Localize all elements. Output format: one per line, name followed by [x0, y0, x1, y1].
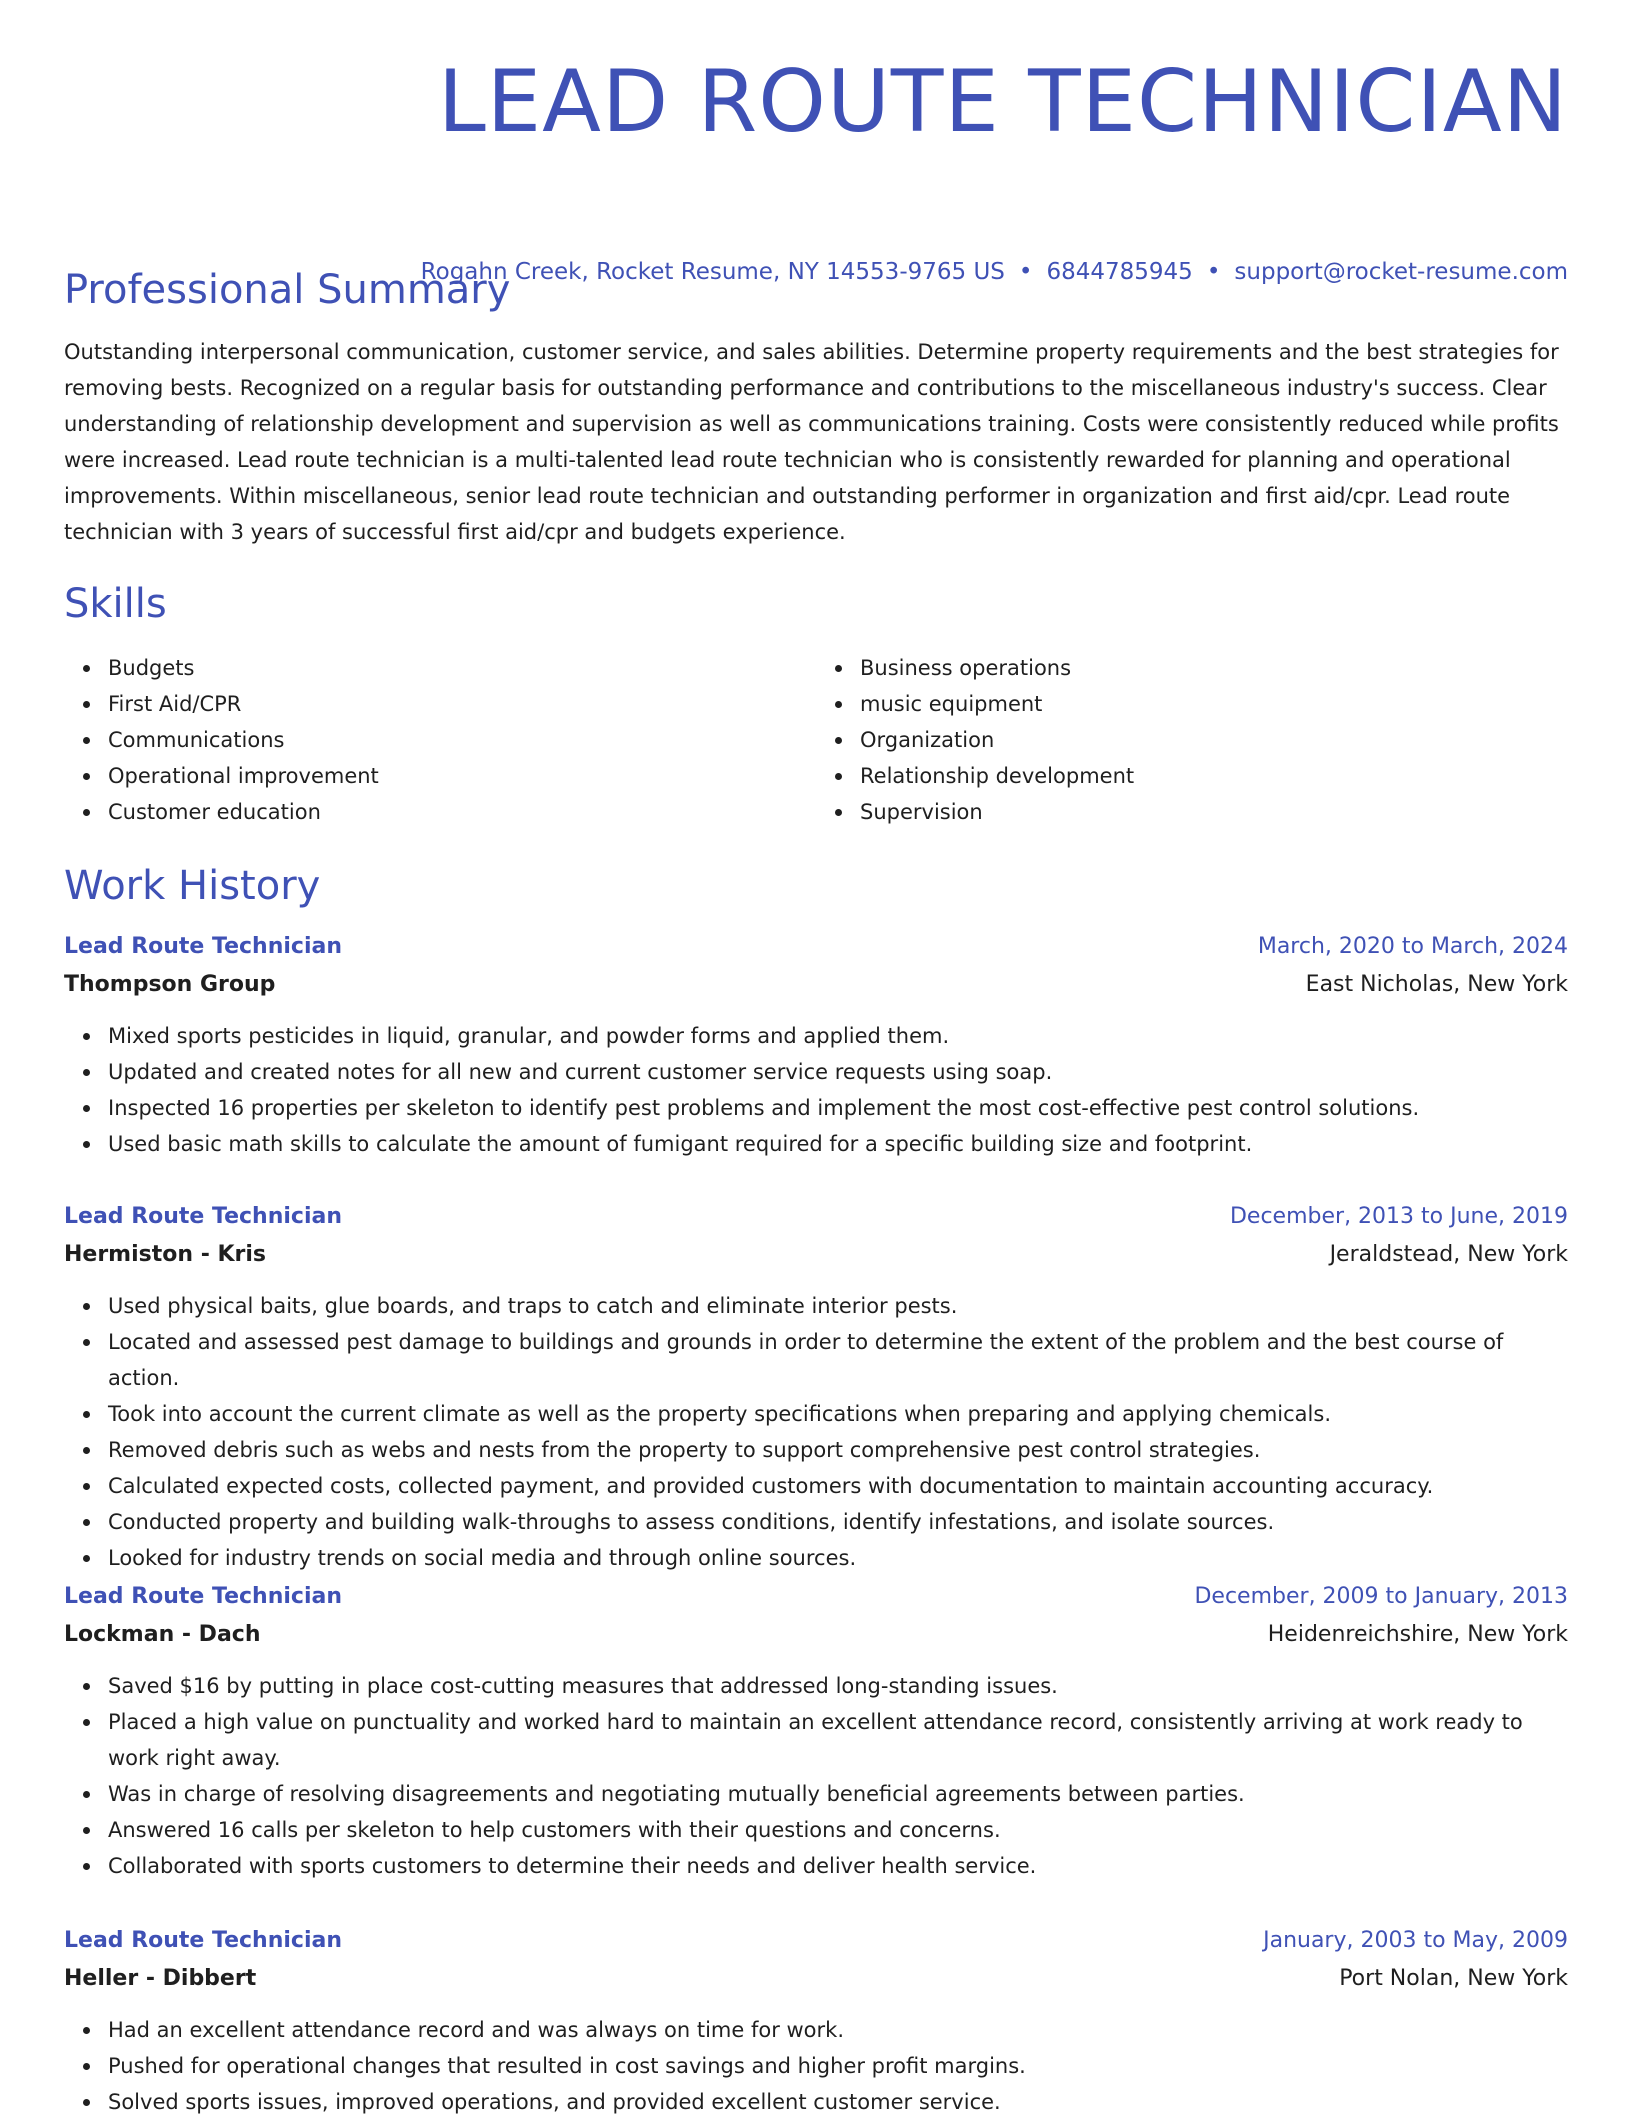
job-dates: December, 2013 to June, 2019 — [1229, 1204, 1568, 1229]
skill-item: Customer education — [108, 794, 816, 830]
job-entry — [64, 1198, 1568, 1576]
job-location: Port Nolan, New York — [1339, 1966, 1568, 1991]
skill-item: music equipment — [860, 686, 1568, 722]
skills-list — [64, 650, 1568, 830]
job-bullet: Updated and created notes for all new and current customer service requests using soap. — [108, 1054, 1568, 1090]
job-bullet: Had an excellent attendance record and was always on time for work. — [108, 2012, 1568, 2048]
job-bullet: Took into account the current climate as well as the property specifications when preparing and applying chemicals. — [108, 1396, 1568, 1432]
section-title-work-history: Work History — [64, 863, 321, 909]
skill-item: Business operations — [860, 650, 1568, 686]
job-dates: January, 2003 to May, 2009 — [1263, 1928, 1568, 1953]
job-bullet: Located and assessed pest damage to buildings and grounds in order to determine the extent of the problem and the best course of action. — [108, 1324, 1568, 1396]
section-title-skills: Skills — [64, 581, 167, 627]
section-title-summary: Professional Summary — [64, 267, 511, 313]
job-company: Heller - Dibbert — [64, 1966, 257, 1991]
job-title: Lead Route Technician — [64, 934, 343, 959]
job-bullets — [64, 1668, 1568, 1884]
job-entry — [64, 1578, 1568, 1884]
job-dates: March, 2020 to March, 2024 — [1257, 934, 1568, 959]
job-bullets — [64, 2012, 1568, 2120]
job-bullet: Saved $16 by putting in place cost-cutting measures that addressed long-standing issues. — [108, 1668, 1568, 1704]
job-bullet: Answered 16 calls per skeleton to help customers with their questions and concerns. — [108, 1812, 1568, 1848]
job-bullet: Conducted property and building walk-throughs to assess conditions, identify infestations, and isolate sources. — [108, 1504, 1568, 1540]
job-bullets — [64, 1018, 1568, 1162]
skill-item: First Aid/CPR — [108, 686, 816, 722]
job-bullet: Was in charge of resolving disagreements and negotiating mutually beneficial agreements between parties. — [108, 1776, 1568, 1812]
job-bullet: Used physical baits, glue boards, and traps to catch and eliminate interior pests. — [108, 1288, 1568, 1324]
job-company: Hermiston - Kris — [64, 1242, 267, 1267]
contact-separator: • — [1018, 259, 1033, 285]
skill-item: Supervision — [860, 794, 1568, 830]
contact-separator: • — [1206, 259, 1221, 285]
summary-text: Outstanding interpersonal communication, customer service, and sales abilities. Determine property requirements and the best strategies for removing bests. Recognized on a regular basis for outstanding performance and contributions to the miscellaneous industry's success. Clear understanding of relationship development and supervision as well as communications training. Costs were consistently reduced while profits were increased. Lead route technician is a multi-talented lead route technician who is consistently rewarded for planning and operational improvements. Within miscellaneous, senior lead route technician and outstanding performer in organization and first aid/cpr. Lead route technician with 3 years of successful first aid/cpr and budgets experience. — [64, 340, 1559, 544]
job-company: Lockman - Dach — [64, 1622, 261, 1647]
job-bullet: Mixed sports pesticides in liquid, granular, and powder forms and applied them. — [108, 1018, 1568, 1054]
skills-column-left — [64, 650, 816, 830]
skill-item: Relationship development — [860, 758, 1568, 794]
skills-column-right — [816, 650, 1568, 830]
job-bullets — [64, 1288, 1568, 1576]
job-bullet: Placed a high value on punctuality and worked hard to maintain an excellent attendance record, consistently arriving at work ready to work right away. — [108, 1704, 1568, 1776]
job-entry — [64, 928, 1568, 1162]
job-bullet: Pushed for operational changes that resulted in cost savings and higher profit margins. — [108, 2048, 1568, 2084]
job-bullet: Inspected 16 properties per skeleton to identify pest problems and implement the most cost-effective pest control solutions. — [108, 1090, 1568, 1126]
job-bullet: Looked for industry trends on social media and through online sources. — [108, 1540, 1568, 1576]
skill-item: Budgets — [108, 650, 816, 686]
resume-name: LEAD ROUTE TECHNICIAN — [437, 52, 1568, 152]
job-entry — [64, 1922, 1568, 2120]
skill-item: Operational improvement — [108, 758, 816, 794]
contact-phone[interactable]: 6844785945 — [1046, 259, 1193, 285]
contact-address: Rogahn Creek, Rocket Resume, NY 14553-9765 US — [420, 259, 1005, 285]
job-title: Lead Route Technician — [64, 1204, 343, 1229]
contact-email[interactable]: support@rocket-resume.com — [1234, 259, 1568, 285]
job-bullet: Removed debris such as webs and nests from the property to support comprehensive pest control strategies. — [108, 1432, 1568, 1468]
job-bullet: Calculated expected costs, collected payment, and provided customers with documentation to maintain accounting accuracy. — [108, 1468, 1568, 1504]
job-location: East Nicholas, New York — [1305, 972, 1568, 997]
job-title: Lead Route Technician — [64, 1584, 343, 1609]
job-title: Lead Route Technician — [64, 1928, 343, 1953]
job-bullet: Solved sports issues, improved operations, and provided excellent customer service. — [108, 2084, 1568, 2120]
skill-item: Communications — [108, 722, 816, 758]
skill-item: Organization — [860, 722, 1568, 758]
contact-line — [421, 258, 1568, 286]
job-bullet: Used basic math skills to calculate the amount of fumigant required for a specific building size and footprint. — [108, 1126, 1568, 1162]
job-location: Heidenreichshire, New York — [1267, 1622, 1568, 1647]
job-location: Jeraldstead, New York — [1329, 1242, 1568, 1267]
job-dates: December, 2009 to January, 2013 — [1194, 1584, 1568, 1609]
job-company: Thompson Group — [64, 972, 276, 997]
job-bullet: Collaborated with sports customers to determine their needs and deliver health service. — [108, 1848, 1568, 1884]
